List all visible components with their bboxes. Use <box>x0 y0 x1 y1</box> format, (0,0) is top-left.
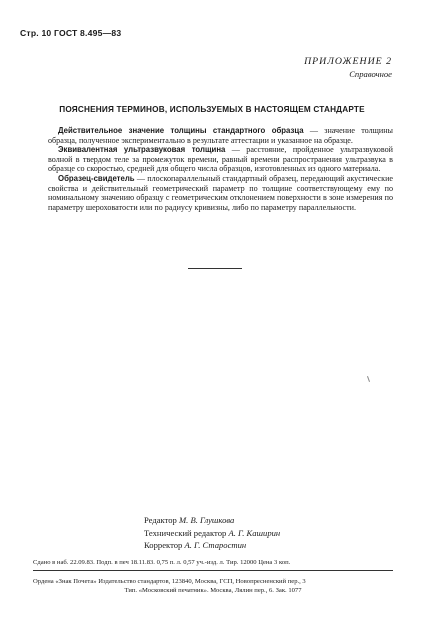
corrector-label: Корректор <box>144 540 183 550</box>
definition-text: — плоскопараллельный стандартный образец, передающий акустические свойства и действительный геометрический параметр по толщине соответствующему ему по номинальному значению образцу с геометрическим отклонением поверхности в зоне измерения по параметру шероховатости или по радиусу кривизны, либо по параметру параллельности. <box>48 173 393 212</box>
definition-text: — расстояние, пройденное ультразвуковой волной в твердом теле за промежуток времени, равный времени распространения ультразвука в образце со скоростью, средней для общего числа образцов, изготовленных из одного материала. <box>48 145 393 174</box>
appendix-title: ПРИЛОЖЕНИЕ 2 <box>304 56 392 67</box>
imprint-printer: Тип. «Московский печатник». Москва, Лялин пер., 6. Зак. 1077 <box>124 587 302 594</box>
tech-editor-line <box>144 527 280 540</box>
definition-paragraph <box>48 145 393 174</box>
editors-block <box>144 514 280 552</box>
tech-editor-name: А. Г. Каширин <box>228 527 281 538</box>
corrector-name: А. Г. Старостин <box>184 540 247 550</box>
section-divider <box>188 268 242 269</box>
corrector-line <box>144 539 280 552</box>
imprint-block <box>33 558 393 596</box>
editor-line <box>144 514 280 527</box>
definition-text: — значение толщины образца, полученное экспериментально в результате аттестации и указанное на образце. <box>48 126 393 145</box>
appendix-block <box>304 55 392 81</box>
imprint-print-data: Сдано в наб. 22.09.83. Подп. в печ 18.11.83. 0,75 п. л. 0,57 уч.-изд. л. Тир. 12000 Цена 3 коп. <box>33 558 393 571</box>
definition-paragraph <box>48 126 393 145</box>
editor-label: Редактор <box>144 515 177 525</box>
definition-term: Эквивалентная ультразвуковая толщина <box>58 145 226 155</box>
page-header: Стр. 10 ГОСТ 8.495—83 <box>20 28 122 38</box>
imprint-publisher: Ордена «Знак Почета» Издательство стандартов, 123840, Москва, ГСП, Новопресненский пер., 3 <box>33 577 306 585</box>
definition-paragraph <box>48 174 393 212</box>
tech-editor-label: Технический редактор <box>144 527 227 538</box>
definitions-block <box>48 126 393 212</box>
editor-name: М. В. Глушкова <box>179 515 235 525</box>
appendix-subtitle: Справочное <box>349 69 392 79</box>
definition-term: Образец-свидетель <box>58 173 135 183</box>
section-heading: ПОЯСНЕНИЯ ТЕРМИНОВ, ИСПОЛЬЗУЕМЫХ В НАСТОЯЩЕМ СТАНДАРТЕ <box>59 105 365 114</box>
definition-term: Действительное значение толщины стандартного образца <box>58 126 304 135</box>
scan-speck <box>367 376 370 382</box>
